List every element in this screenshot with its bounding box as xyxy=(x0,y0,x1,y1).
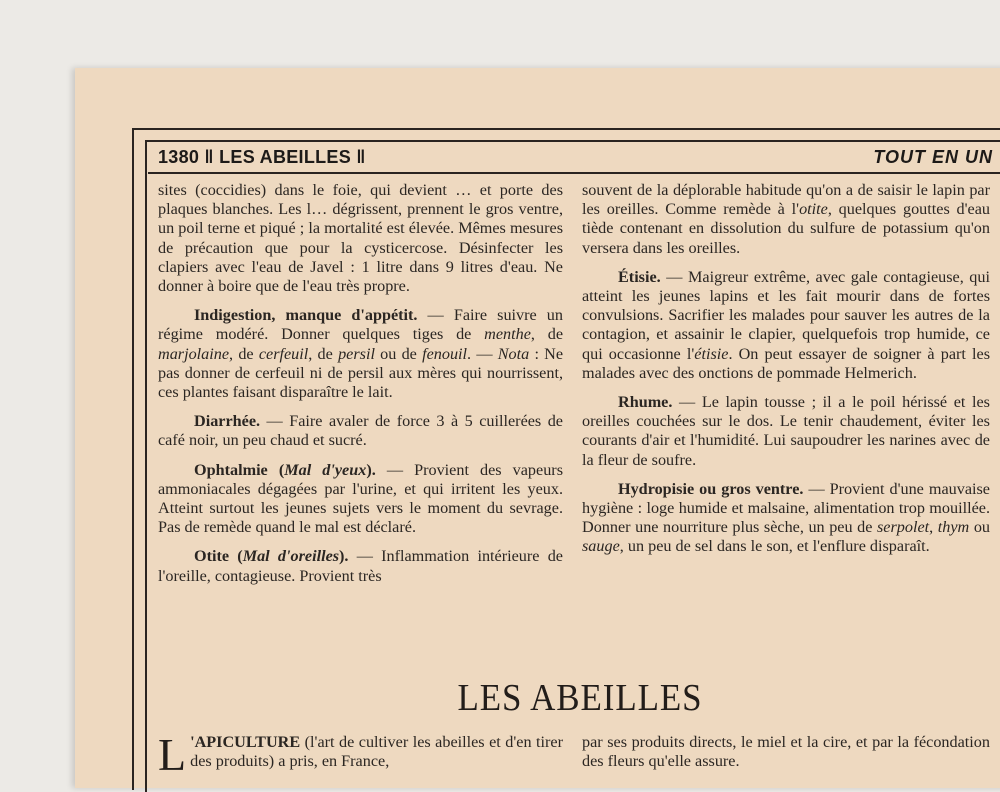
paragraph-otite: Otite (Mal d'oreilles). — Inflammation intérieure de l'oreille, contagieuse. Provient très xyxy=(158,547,563,585)
book-title: TOUT EN UN xyxy=(873,147,993,167)
paragraph-etisie: Étisie. — Maigreur extrême, avec gale contagieuse, qui atteint les jeunes lapins et les fait mourir dans de fortes convulsions. Sacrifier les malades pour sauver les autres de la contagion, et assainir le clapier, quelquefois trop humide, ce qui occasionne l'étisie. On peut essayer de soigner à part les malades avec des onctions de pommade Helmerich. xyxy=(582,267,991,382)
left-column xyxy=(158,181,563,586)
section-intro-right: par ses produits directs, le miel et la cire, et par la fécondation des fleurs qu'elle assure. xyxy=(582,733,990,771)
entry-title: Étisie. xyxy=(618,267,661,286)
paragraph-indigestion: Indigestion, manque d'appétit. — Faire suivre un régime modéré. Donner quelques tiges de menthe, de marjolaine, de cerfeuil, de persil ou de fenouil. — Nota : Ne pas donner de cerfeuil ni de persil aux mères qui nourrissent, ces plantes faisant disparaître le lait. xyxy=(158,306,564,402)
paragraph-hydropisie: Hydropisie ou gros ventre. — Provient d'une mauvaise hygiène : loge humide et malsaine, alimentation trop mouillée. Donner une nourriture plus sèche, un peu de serpolet, thym ou sauge, un peu de sel dans le son, et l'enflure disparaît. xyxy=(582,479,991,556)
intro-keyword: 'APICULTURE xyxy=(190,733,301,751)
paragraph-otite-cont: souvent de la déplorable habitude qu'on a de saisir le lapin par les oreilles. Comme remède à l'otite, quelques gouttes d'eau tiède contenant en dissolution du sulfure de potassium qu'on versera dans les oreilles. xyxy=(582,181,990,257)
paragraph-diarrhee: Diarrhée. — Faire avaler de force 3 à 5 cuillerées de café noir, un peu chaud et sucré. xyxy=(158,412,563,450)
page-number-running-title: 1380 ‖ LES ABEILLES ‖ xyxy=(158,147,366,167)
section-title: LES ABEILLES xyxy=(457,677,703,719)
header-rule xyxy=(148,172,1000,174)
section-intro-left: L 'APICULTURE (l'art de cultiver les abeilles et d'en tirer des produits) a pris, en France, xyxy=(158,729,563,780)
entry-title: Indigestion, manque d'appétit. xyxy=(194,306,418,325)
page-header xyxy=(158,147,993,171)
entry-title: Diarrhée. xyxy=(194,412,261,431)
paragraph-coccidiose: sites (coccidies) dans le foie, qui devient … et porte des plaques blanches. Les l… dégrissent, prennent le gros ventre, un poil terne et piqué ; la mortalité est élevée. Mêmes mesures de précaution que pour la cysticercose. Désinfecter les clapiers avec l'eau de Javel : 1 litre dans 9 litres d'eau. Ne donner à boire que de l'eau très propre. xyxy=(158,181,563,296)
drop-cap: L xyxy=(158,729,187,780)
paragraph-rhume: Rhume. — Le lapin tousse ; il a le poil hérissé et les oreilles couchées sur le dos. Le tenir chaudement, éviter les courants d'air et l'humidité. Lui saupoudrer les narines avec de la fleur de soufre. xyxy=(582,393,990,469)
entry-title: Otite xyxy=(194,547,230,566)
entry-title: Hydropisie ou gros ventre. xyxy=(618,479,804,498)
right-column xyxy=(582,181,990,557)
entry-title: Rhume. xyxy=(618,393,673,412)
entry-title: Ophtalmie xyxy=(194,460,268,479)
paragraph-ophtalmie: Ophtalmie (Mal d'yeux). — Provient des vapeurs ammoniacales dégagées par l'urine, et qui irritent les yeux. Atteint surtout les jeunes sujets vers le moment du sevrage. Pas de remède quand le mal est déclaré. xyxy=(158,460,563,537)
